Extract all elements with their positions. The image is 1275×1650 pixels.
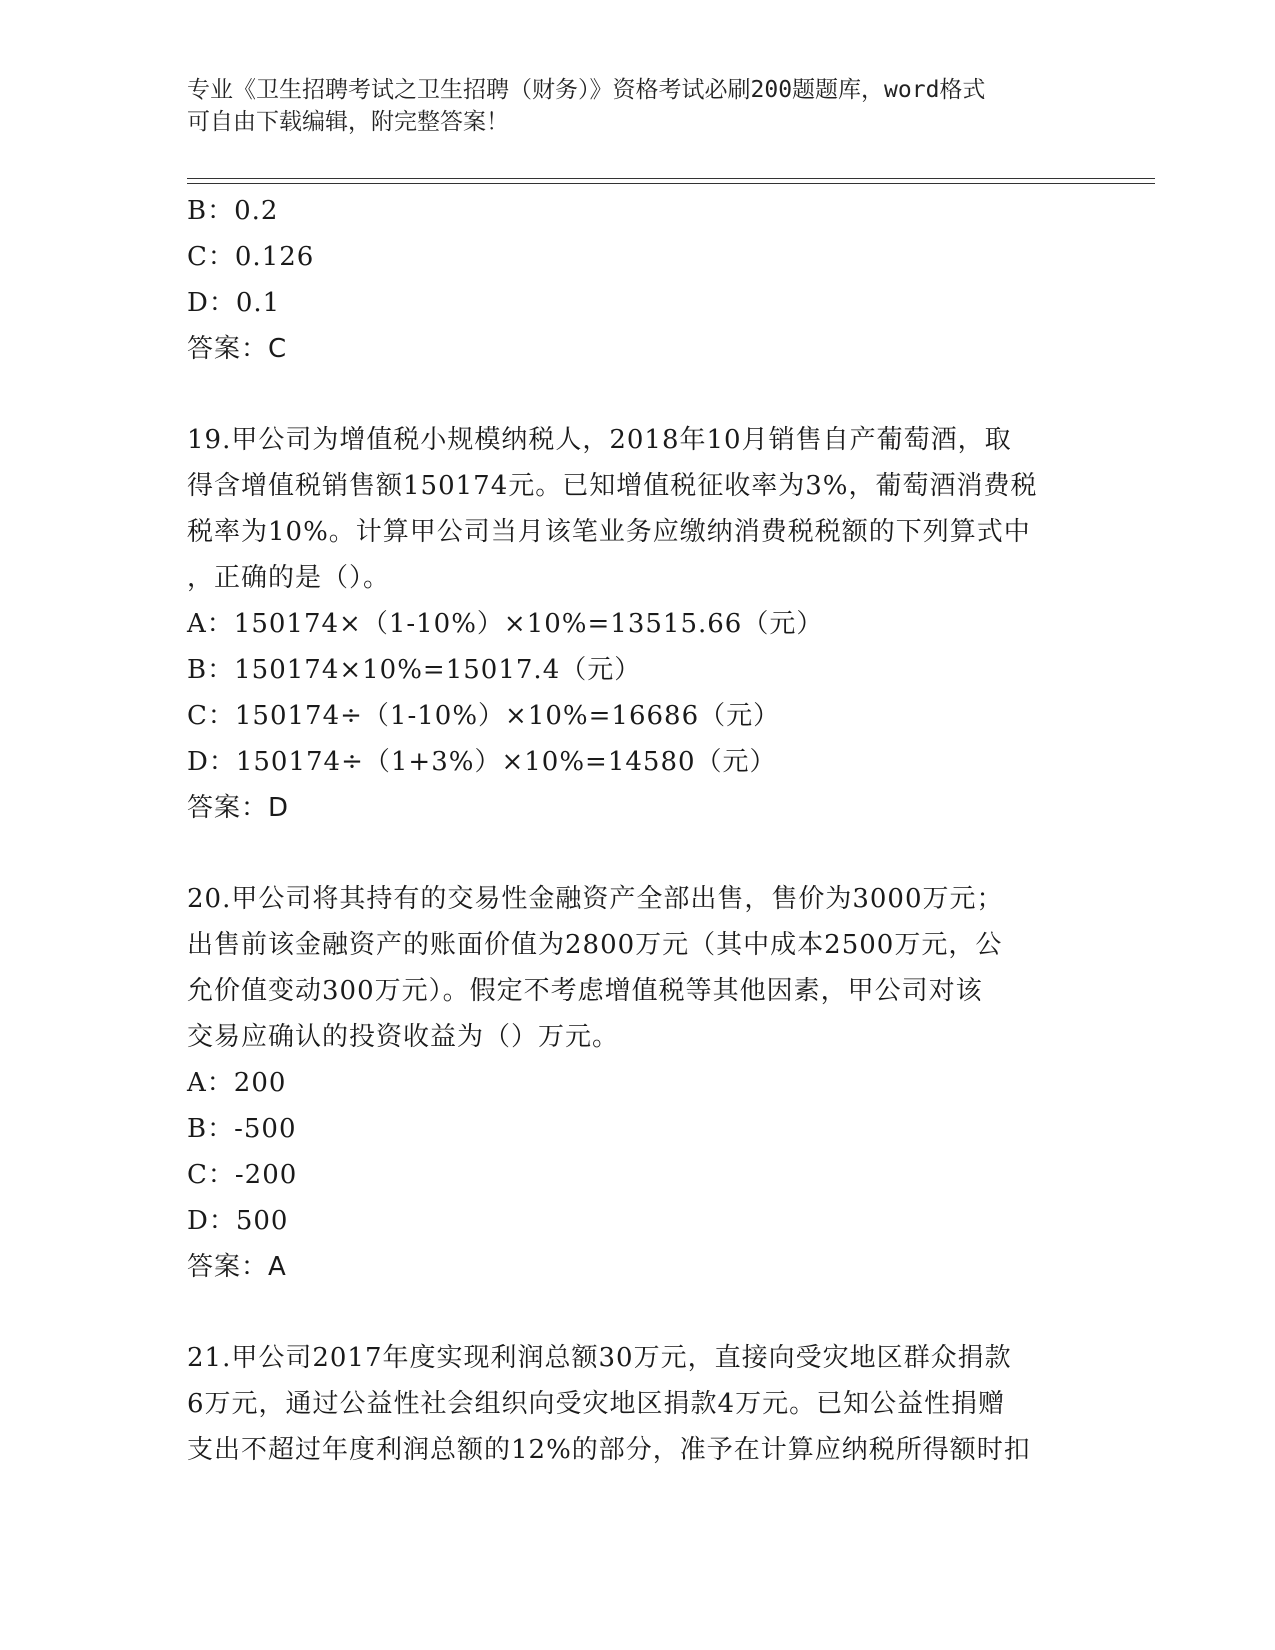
question-19 [187,417,1087,831]
question-stem-line: 20.甲公司将其持有的交易性金融资产全部出售，售价为3000万元； [187,884,1004,914]
question-18-tail [187,188,1087,372]
header-divider-top [187,178,1155,179]
question-20 [187,876,1087,1290]
spacer [187,372,1087,417]
option-a: A：150174×（1-10%）×10%=13515.66（元） [187,609,824,639]
option-b: B：0.2 [187,196,279,226]
question-stem-line: 6万元，通过公益性社会组织向受灾地区捐款4万元。已知公益性捐赠 [187,1389,1006,1419]
question-stem-line: 税率为10%。计算甲公司当月该笔业务应缴纳消费税税额的下列算式中 [187,517,1031,547]
option-b: B：150174×10%=15017.4（元） [187,655,642,685]
spacer [187,831,1087,876]
question-stem-line: 21.甲公司2017年度实现利润总额30万元，直接向受灾地区群众捐款 [187,1343,1012,1373]
option-b: B：-500 [187,1114,297,1144]
question-stem-line: 出售前该金融资产的账面价值为2800万元（其中成本2500万元，公 [187,930,1003,960]
question-stem-line: 交易应确认的投资收益为（）万元。 [187,1022,620,1052]
option-c: C：0.126 [187,242,315,272]
answer-line: 答案：C [187,334,288,364]
option-c: C：-200 [187,1160,298,1190]
header-divider-bottom [187,183,1155,184]
option-d: D：500 [187,1206,289,1236]
question-stem-line: 支出不超过年度利润总额的12%的部分，准予在计算应纳税所得额时扣 [187,1435,1031,1465]
question-stem-line: 得含增值税销售额150174元。已知增值税征收率为3%，葡萄酒消费税 [187,471,1038,501]
question-stem-line: 19.甲公司为增值税小规模纳税人，2018年10月销售自产葡萄酒，取 [187,425,1012,455]
answer-line: 答案：D [187,793,290,823]
option-d: D：0.1 [187,288,281,318]
question-list [187,188,1087,1473]
option-a: A：200 [187,1068,287,1098]
question-stem-line: ，正确的是（）。 [187,563,391,593]
spacer [187,1290,1087,1335]
question-21 [187,1335,1087,1473]
header-title-line-1: 专业《卫生招聘考试之卫生招聘（财务）》资格考试必刷200题题库，word格式 [187,77,986,103]
page-header [187,74,1087,138]
question-stem-line: 允价值变动300万元）。假定不考虑增值税等其他因素，甲公司对该 [187,976,983,1006]
option-d: D：150174÷（1+3%）×10%=14580（元） [187,747,777,777]
option-c: C：150174÷（1-10%）×10%=16686（元） [187,701,781,731]
header-title-line-2: 可自由下载编辑，附完整答案！ [187,109,509,135]
answer-line: 答案：A [187,1252,287,1282]
